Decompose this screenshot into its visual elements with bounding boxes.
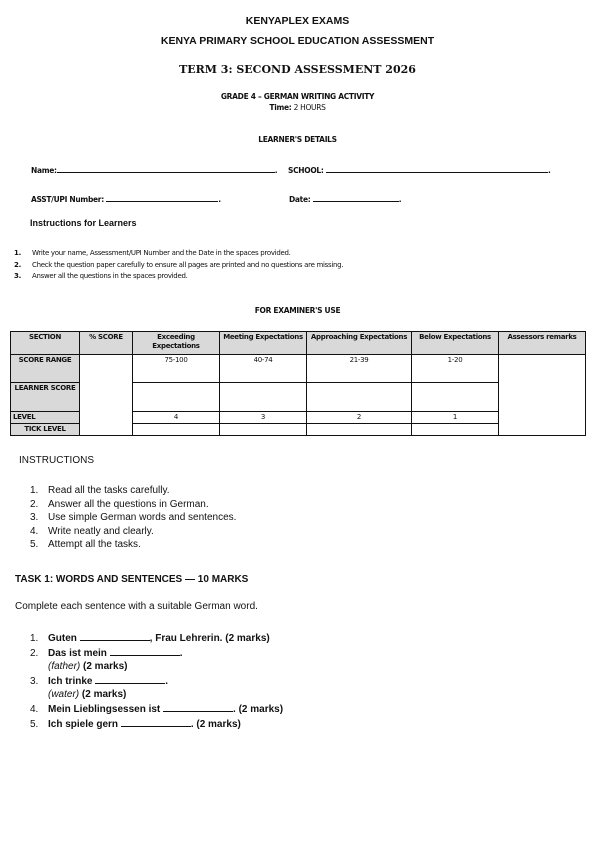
school-line[interactable] (326, 163, 548, 173)
examiner-use-title: FOR EXAMINER'S USE (254, 306, 341, 315)
table-header-row (11, 332, 586, 355)
table-row (11, 355, 586, 383)
score-range-meeting: 40-74 (220, 355, 307, 383)
list-item: 3. Use simple German words and sentences. (30, 512, 237, 523)
task1-title: TASK 1: WORDS AND SENTENCES — 10 MARKS (15, 574, 249, 585)
list-item: 3. Answer all the questions in the spaces provided. (14, 272, 188, 280)
asst-field[interactable]: ASST/UPI Number: . (31, 192, 221, 204)
question-2-hint: (father) (2 marks) (48, 661, 128, 672)
asst-label: ASST/UPI Number: (31, 195, 104, 204)
name-field[interactable]: Name: . (31, 163, 277, 175)
assessment-title: KENYA PRIMARY SCHOOL EDUCATION ASSESSMENT (160, 35, 435, 47)
tick-level-cell[interactable] (220, 424, 307, 436)
score-range-exceeding: 75-100 (133, 355, 220, 383)
term-title: TERM 3: SECOND ASSESSMENT 2026 (179, 63, 416, 76)
list-item: 1. Write your name, Assessment/UPI Number and the Date in the spaces provided. (14, 249, 291, 257)
school-label: SCHOOL: (288, 166, 324, 175)
answer-blank[interactable] (95, 673, 165, 684)
score-range-label: SCORE RANGE (11, 355, 80, 383)
answer-blank[interactable] (80, 630, 150, 641)
learner-instructions-list (14, 248, 343, 283)
col-section: SECTION (11, 332, 80, 355)
name-label: Name: (31, 166, 57, 175)
score-range-approaching: 21-39 (307, 355, 412, 383)
col-score: % SCORE (80, 332, 133, 355)
asst-line[interactable] (106, 192, 218, 202)
learner-score-label: LEARNER SCORE (11, 383, 80, 412)
col-exceeding: Exceeding Expectations (133, 332, 220, 355)
level-meeting: 3 (220, 412, 307, 424)
instructions-title: INSTRUCTIONS (19, 455, 94, 466)
org-title: KENYAPLEX EXAMS (245, 15, 350, 27)
list-item: 2. Check the question paper carefully to ensure all pages are printed and no questions are missing. (14, 260, 344, 269)
instructions-list (30, 484, 236, 552)
question-5: 5. Ich spiele gern . (2 marks) (30, 716, 283, 731)
answer-blank[interactable] (121, 716, 191, 727)
col-approaching: Approaching Expectations (307, 332, 412, 355)
list-item: 4. Write neatly and clearly. (30, 525, 154, 537)
question-1: 1. Guten , Frau Lehrerin. (2 marks) (30, 630, 283, 645)
answer-blank[interactable] (110, 645, 180, 656)
level-label: LEVEL (11, 412, 80, 424)
examiner-table (10, 331, 586, 436)
time-label: Time: (269, 103, 292, 112)
task1-questions (30, 630, 283, 731)
question-3: 3. Ich trinke . (30, 673, 283, 688)
assessors-remarks-cell[interactable] (499, 355, 586, 436)
list-item: 5. Attempt all the tasks. (30, 539, 141, 550)
col-below: Below Expectations (412, 332, 499, 355)
tick-level-label: TICK LEVEL (11, 424, 80, 436)
tick-level-cell[interactable] (133, 424, 220, 436)
level-below: 1 (412, 412, 499, 424)
time-line (0, 103, 595, 112)
question-3-hint: (water) (2 marks) (48, 689, 127, 700)
list-item: 1. Read all the tasks carefully. (30, 485, 170, 496)
learner-score-cell[interactable] (412, 383, 499, 412)
date-field[interactable]: Date: . (289, 192, 401, 204)
question-2: 2. Das ist mein . (30, 645, 283, 660)
date-line[interactable] (313, 192, 399, 202)
time-value: 2 HOURS (293, 103, 326, 112)
learner-score-cell[interactable] (133, 383, 220, 412)
tick-level-cell[interactable] (307, 424, 412, 436)
percent-score-cell[interactable] (80, 355, 133, 436)
answer-blank[interactable] (163, 701, 233, 712)
learner-score-cell[interactable] (307, 383, 412, 412)
date-label: Date: (289, 195, 311, 204)
learner-instructions-title: Instructions for Learners (30, 218, 137, 228)
learner-score-cell[interactable] (220, 383, 307, 412)
level-exceeding: 4 (133, 412, 220, 424)
level-approaching: 2 (307, 412, 412, 424)
tick-level-cell[interactable] (412, 424, 499, 436)
school-field[interactable]: SCHOOL: . (288, 163, 551, 175)
list-item: 2. Answer all the questions in German. (30, 498, 209, 510)
score-range-below: 1-20 (412, 355, 499, 383)
question-4: 4. Mein Lieblingsessen ist . (2 marks) (30, 701, 283, 716)
name-line[interactable] (57, 163, 275, 173)
col-remarks: Assessors remarks (499, 332, 586, 355)
task1-instruction: Complete each sentence with a suitable German word. (15, 601, 258, 612)
subject-title: GRADE 4 – GERMAN WRITING ACTIVITY (220, 92, 375, 101)
col-meeting: Meeting Expectations (220, 332, 307, 355)
learner-details-title: LEARNER'S DETAILS (258, 135, 337, 144)
